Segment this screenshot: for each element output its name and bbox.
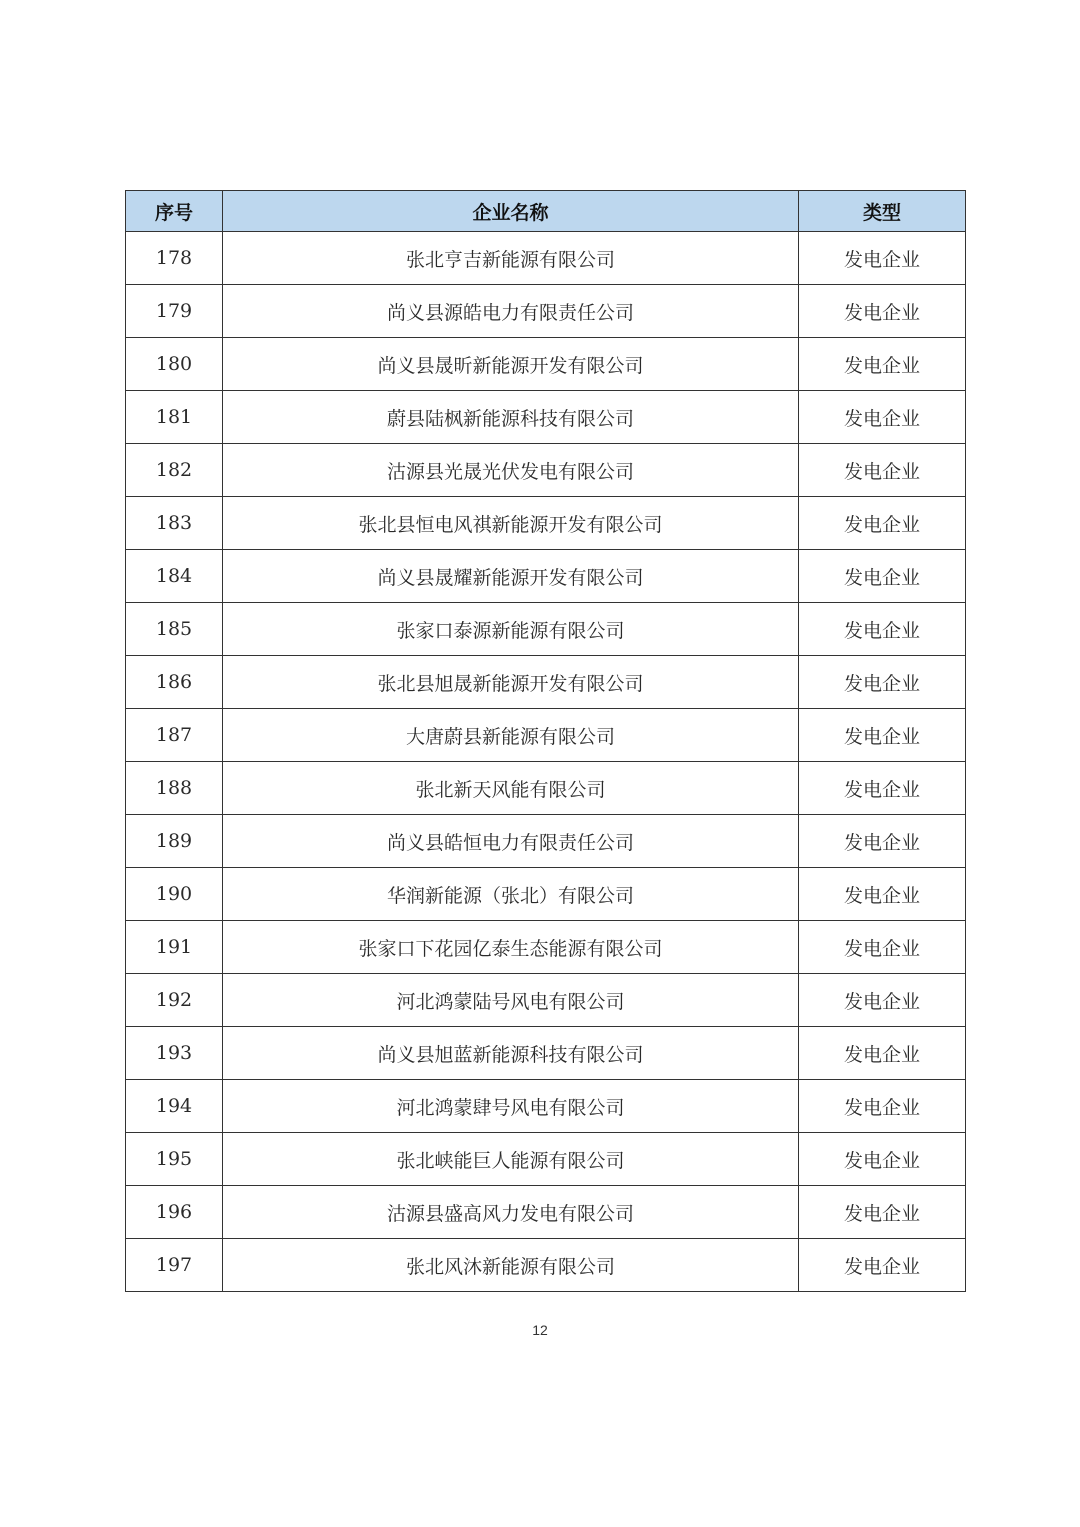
cell-type: 发电企业: [799, 656, 966, 709]
cell-serial-number: 191: [126, 921, 223, 974]
table-row: [126, 391, 966, 444]
cell-enterprise-name: 沽源县盛高风力发电有限公司: [223, 1186, 799, 1239]
cell-serial-number: 182: [126, 444, 223, 497]
table-row: [126, 444, 966, 497]
cell-serial-number: 196: [126, 1186, 223, 1239]
cell-type: 发电企业: [799, 444, 966, 497]
cell-serial-number: 193: [126, 1027, 223, 1080]
cell-serial-number: 180: [126, 338, 223, 391]
table-row: [126, 497, 966, 550]
cell-enterprise-name: 张北新天风能有限公司: [223, 762, 799, 815]
cell-type: 发电企业: [799, 921, 966, 974]
cell-serial-number: 188: [126, 762, 223, 815]
cell-enterprise-name: 张北峡能巨人能源有限公司: [223, 1133, 799, 1186]
cell-type: 发电企业: [799, 815, 966, 868]
cell-serial-number: 183: [126, 497, 223, 550]
cell-type: 发电企业: [799, 603, 966, 656]
cell-enterprise-name: 蔚县陆枫新能源科技有限公司: [223, 391, 799, 444]
table-header: [126, 191, 966, 232]
cell-serial-number: 184: [126, 550, 223, 603]
cell-serial-number: 179: [126, 285, 223, 338]
table-row: [126, 762, 966, 815]
cell-type: 发电企业: [799, 868, 966, 921]
cell-type: 发电企业: [799, 497, 966, 550]
cell-enterprise-name: 河北鸿蒙肆号风电有限公司: [223, 1080, 799, 1133]
cell-enterprise-name: 华润新能源（张北）有限公司: [223, 868, 799, 921]
table-row: [126, 338, 966, 391]
table-row: [126, 1186, 966, 1239]
cell-enterprise-name: 张北风沐新能源有限公司: [223, 1239, 799, 1292]
header-row: [126, 191, 966, 232]
cell-enterprise-name: 张家口下花园亿泰生态能源有限公司: [223, 921, 799, 974]
table-row: [126, 1239, 966, 1292]
cell-type: 发电企业: [799, 232, 966, 285]
cell-enterprise-name: 张家口泰源新能源有限公司: [223, 603, 799, 656]
cell-serial-number: 197: [126, 1239, 223, 1292]
cell-type: 发电企业: [799, 285, 966, 338]
header-enterprise-name: 企业名称: [223, 191, 799, 232]
table-row: [126, 974, 966, 1027]
table-body: [126, 232, 966, 1292]
cell-enterprise-name: 尚义县旭蓝新能源科技有限公司: [223, 1027, 799, 1080]
table-row: [126, 709, 966, 762]
cell-type: 发电企业: [799, 974, 966, 1027]
cell-serial-number: 194: [126, 1080, 223, 1133]
table-row: [126, 1080, 966, 1133]
table-row: [126, 868, 966, 921]
table-row: [126, 1133, 966, 1186]
table-row: [126, 550, 966, 603]
cell-enterprise-name: 张北亨吉新能源有限公司: [223, 232, 799, 285]
cell-enterprise-name: 尚义县皓恒电力有限责任公司: [223, 815, 799, 868]
table-row: [126, 603, 966, 656]
cell-enterprise-name: 尚义县源皓电力有限责任公司: [223, 285, 799, 338]
cell-type: 发电企业: [799, 338, 966, 391]
cell-type: 发电企业: [799, 709, 966, 762]
cell-serial-number: 187: [126, 709, 223, 762]
cell-enterprise-name: 尚义县晟昕新能源开发有限公司: [223, 338, 799, 391]
table-row: [126, 1027, 966, 1080]
cell-enterprise-name: 大唐蔚县新能源有限公司: [223, 709, 799, 762]
cell-serial-number: 178: [126, 232, 223, 285]
cell-type: 发电企业: [799, 1027, 966, 1080]
header-serial-number: 序号: [126, 191, 223, 232]
table-row: [126, 815, 966, 868]
cell-enterprise-name: 张北县旭晟新能源开发有限公司: [223, 656, 799, 709]
cell-serial-number: 189: [126, 815, 223, 868]
cell-serial-number: 190: [126, 868, 223, 921]
cell-enterprise-name: 张北县恒电风祺新能源开发有限公司: [223, 497, 799, 550]
cell-serial-number: 186: [126, 656, 223, 709]
cell-enterprise-name: 河北鸿蒙陆号风电有限公司: [223, 974, 799, 1027]
cell-serial-number: 185: [126, 603, 223, 656]
cell-type: 发电企业: [799, 1133, 966, 1186]
table-row: [126, 921, 966, 974]
cell-type: 发电企业: [799, 550, 966, 603]
cell-type: 发电企业: [799, 1080, 966, 1133]
cell-serial-number: 192: [126, 974, 223, 1027]
page-number: 12: [532, 1322, 548, 1338]
cell-serial-number: 181: [126, 391, 223, 444]
cell-enterprise-name: 沽源县光晟光伏发电有限公司: [223, 444, 799, 497]
header-type: 类型: [799, 191, 966, 232]
table-row: [126, 232, 966, 285]
cell-type: 发电企业: [799, 762, 966, 815]
enterprise-table: [125, 190, 966, 1292]
cell-enterprise-name: 尚义县晟耀新能源开发有限公司: [223, 550, 799, 603]
table-row: [126, 656, 966, 709]
cell-serial-number: 195: [126, 1133, 223, 1186]
cell-type: 发电企业: [799, 1239, 966, 1292]
table-row: [126, 285, 966, 338]
cell-type: 发电企业: [799, 1186, 966, 1239]
cell-type: 发电企业: [799, 391, 966, 444]
